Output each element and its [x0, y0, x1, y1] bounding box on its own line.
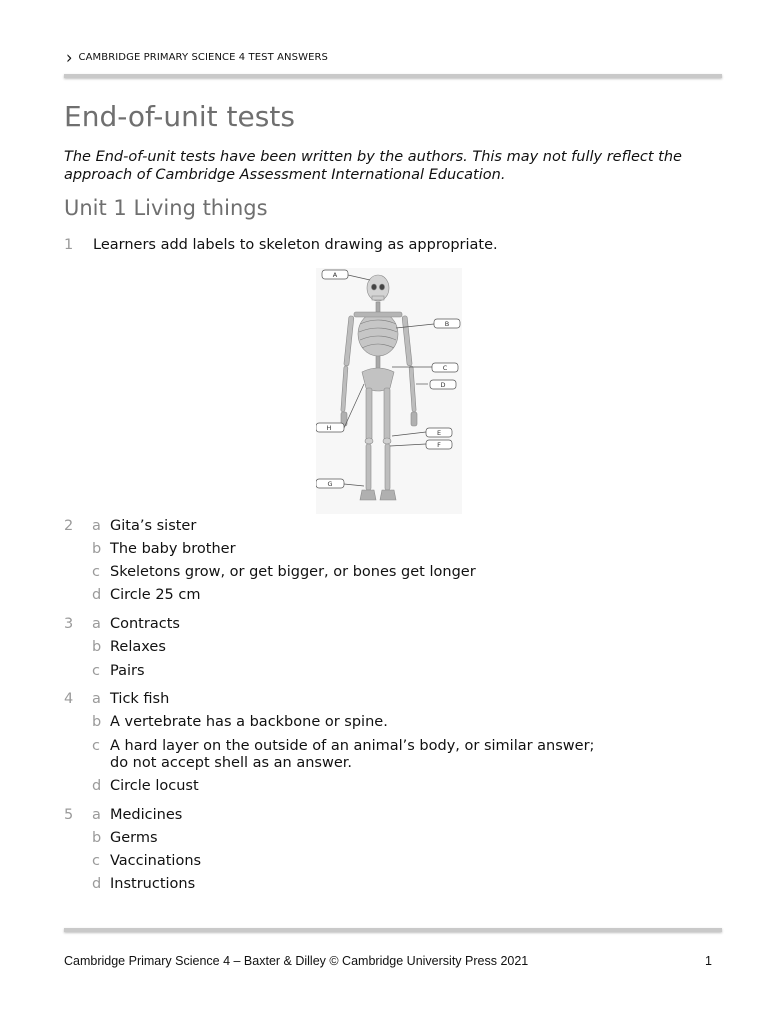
skeleton-figure: [316, 268, 462, 514]
footer-credit: Cambridge Primary Science 4 – Baxter & Dilley © Cambridge University Press 2021: [64, 954, 529, 968]
intro-text: The End-of-unit tests have been written by the authors. This may not fully reflect the approach of Cambridge Assessment International Education.: [64, 149, 682, 183]
figure-label-e: E: [436, 429, 442, 437]
running-title: CAMBRIDGE PRIMARY SCIENCE 4 TEST ANSWERS: [78, 52, 328, 63]
page-title: End-of-unit tests: [64, 100, 295, 133]
footer-divider: [64, 928, 722, 932]
running-header: [66, 46, 328, 68]
page-footer: [64, 954, 714, 968]
figure-label-f: F: [437, 441, 441, 449]
header-divider: [64, 74, 722, 78]
figure-label-c: C: [442, 364, 448, 372]
figure-label-b: B: [444, 320, 450, 328]
figure-label-d: D: [440, 381, 446, 389]
page-number: 1: [705, 954, 712, 968]
unit-heading: Unit 1 Living things: [64, 196, 268, 220]
question-text: Learners add labels to skeleton drawing as appropriate.: [93, 237, 498, 253]
figure-label-a: A: [332, 271, 338, 279]
figure-label-h: H: [326, 424, 332, 432]
question-number: 1: [64, 237, 74, 253]
question-1: [64, 237, 498, 253]
chevron-right-icon: ›: [66, 46, 73, 68]
figure-label-g: G: [327, 480, 333, 488]
